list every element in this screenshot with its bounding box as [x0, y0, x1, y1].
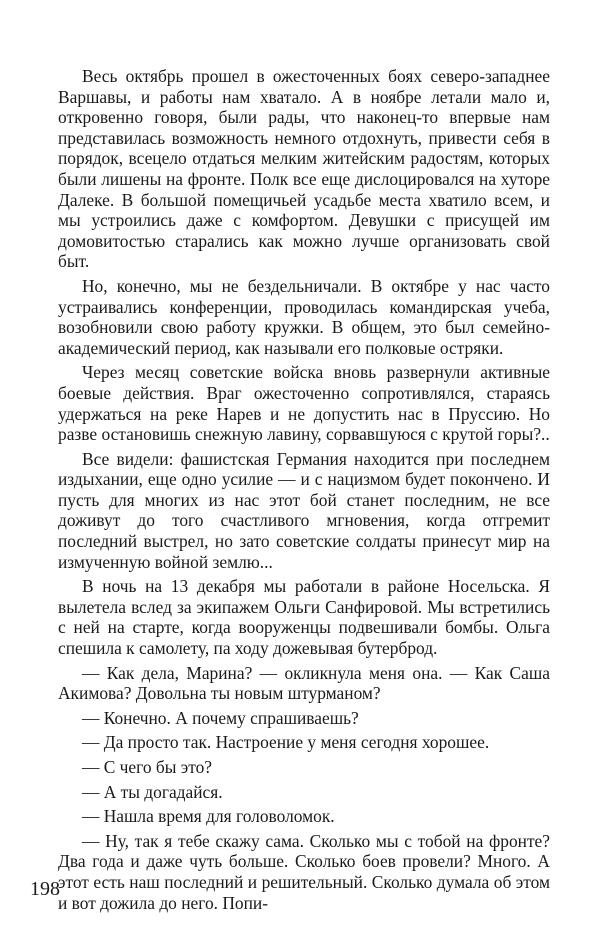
dialogue-line: — Да просто так. Настроение у меня сегодня хорошее. [82, 732, 490, 753]
dialogue-line: — Нашла время для головоломок. [82, 806, 335, 827]
page-number: 198 [30, 878, 60, 900]
dialogue-line: — Конечно. А почему спрашиваешь? [82, 707, 359, 728]
paragraph: В ночь на 13 декабря мы работали в районе Носельска. Я вылетела вслед за экипажем Ольги Санфировой. Мы встретились с ней на старте, когда вооруженцы подвешивали бомбы. Ольга спешила к самолету, па ходу дожевывая бутерброд. [58, 576, 550, 659]
dialogue-line: — Ну, так я тебе скажу сама. Сколько мы с тобой на фронте? Два года и даже чуть больше. Сколько боев провели? Много. А этот есть наш последний и решительный. Сколько думала об этом и вот дожила до него. Попи- [58, 830, 550, 913]
paragraph: Весь октябрь прошел в ожесточенных боях северо-западнее Варшавы, и работы нам хватало. А в ноябре летали мало и, откровенно говоря, были рады, что наконец-то впервые нам представилась возможность немного отдохнуть, привести себя в порядок, всецело отдаться мелким житейским радостям, которых были лишены на фронте. Полк все еще дислоцировался на хуторе Далеке. В большой помещичьей усадьбе места хватило всем, и мы устроились даже с комфортом. Девушки с присущей им домовитостью старались как можно лучше организовать свой быт. [58, 66, 550, 272]
paragraph: Все видели: фашистская Германия находится при последнем издыхании, еще одно усилие — и с нацизмом будет покончено. И пусть для многих из нас этот бой станет последним, не все доживут до того счастливого мгновения, когда отгремит последний выстрел, но зато советские солдаты принесут мир на измученную войной землю... [58, 448, 550, 572]
dialogue-line: — А ты догадайся. [82, 781, 223, 802]
paragraph: Через месяц советские войска вновь развернули активные боевые действия. Враг ожесточенно сопротивлялся, стараясь удержаться на реке Нарев и не допустить нас в Пруссию. Но разве остановишь снежную лавину, сорвавшуюся с крутой горы?.. [58, 362, 550, 445]
page-text [58, 66, 550, 917]
dialogue-line: — С чего бы это? [82, 757, 213, 777]
dialogue-line: — Как дела, Марина? — окликнула меня она. — Как Саша Акимова? Довольна ты новым штурманом? [58, 662, 550, 704]
paragraph: Но, конечно, мы не бездельничали. В октябре у нас часто устраивались конференции, проводилась командирская учеба, возобновили свою работу кружки. В общем, это был семейно-академический период, как называли его полковые остряки. [58, 275, 550, 358]
